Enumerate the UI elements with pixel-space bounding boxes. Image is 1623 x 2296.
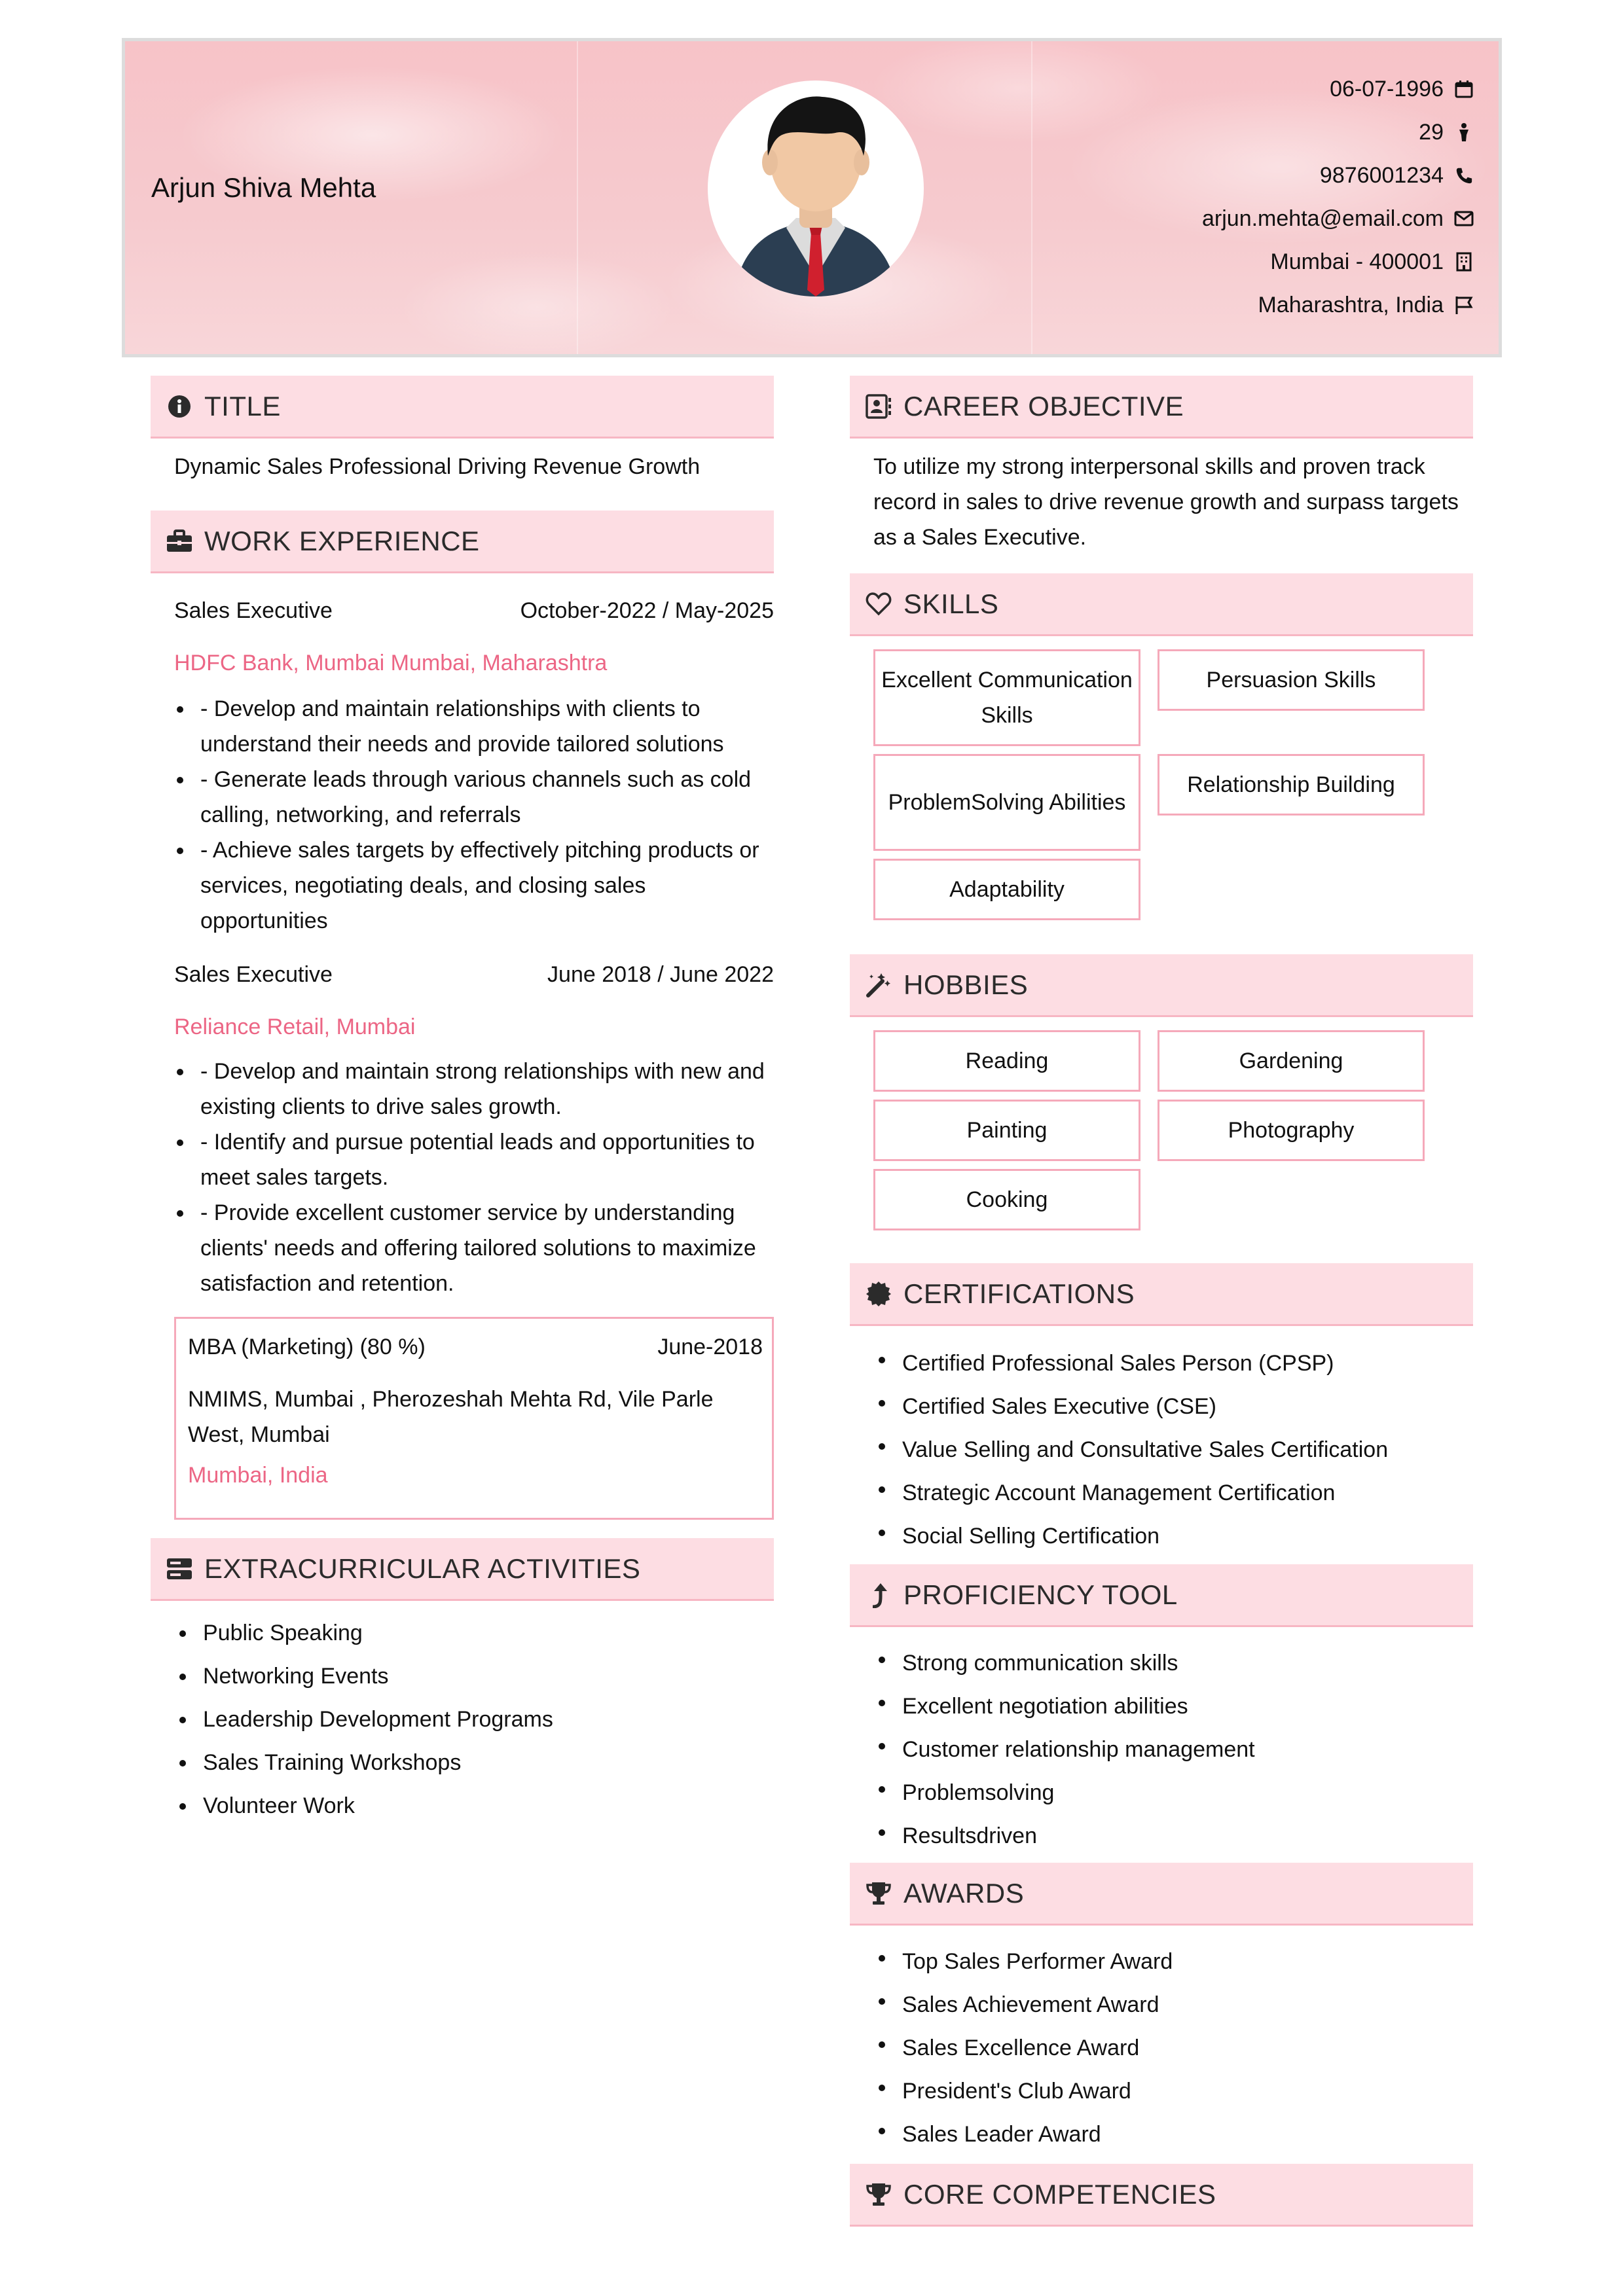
header-divider: [1031, 41, 1032, 354]
list-item: Sales Leader Award: [876, 2113, 1472, 2156]
list-item: Public Speaking: [177, 1615, 766, 1651]
section-title: SKILLS: [903, 588, 999, 619]
hobby-chip: Reading: [873, 1030, 1140, 1092]
list-item: Resultsdriven: [876, 1814, 1472, 1857]
dob-row: [1202, 67, 1475, 111]
list-item: - Identify and pursue potential leads and opportunities to meet sales targets.: [174, 1124, 770, 1195]
phone-row: [1202, 154, 1475, 197]
list-item: Sales Excellence Award: [876, 2026, 1472, 2070]
skill-chip: Relationship Building: [1158, 754, 1425, 816]
proficiency-section-heading: [850, 1564, 1473, 1627]
list-item: Certified Sales Executive (CSE): [876, 1385, 1472, 1428]
section-title: CAREER OBJECTIVE: [903, 390, 1184, 422]
email-row: [1202, 197, 1475, 240]
awards-section-heading: [850, 1863, 1473, 1926]
age-row: [1202, 111, 1475, 154]
phone-value: 9876001234: [1319, 162, 1444, 188]
list-item: Social Selling Certification: [876, 1515, 1472, 1558]
skill-chip: ProblemSolving Abilities: [873, 754, 1140, 851]
extracurricular-list: [177, 1615, 766, 1831]
person-icon: [1453, 121, 1475, 143]
email-value: arjun.mehta@email.com: [1202, 206, 1444, 231]
list-item: Strong communication skills: [876, 1641, 1472, 1685]
skill-chip: Persuasion Skills: [1158, 649, 1425, 711]
resume-header: [122, 38, 1502, 357]
institute: NMIMS, Mumbai , Pherozeshah Mehta Rd, Vile Parle West, Mumbai: [188, 1387, 714, 1447]
state-value: Maharashtra, India: [1258, 292, 1444, 317]
job-company: HDFC Bank, Mumbai Mumbai, Maharashtra: [174, 651, 608, 675]
list-item: President's Club Award: [876, 2070, 1472, 2113]
info-icon: [165, 392, 194, 421]
job-dates: June 2018 / June 2022: [547, 962, 774, 987]
certifications-list: [876, 1342, 1472, 1558]
work-section-heading: [151, 511, 774, 573]
list-item: - Provide excellent customer service by understanding clients' needs and offering tailored solutions to maximize satisfaction and retention.: [174, 1195, 770, 1301]
list-item: Value Selling and Consultative Sales Certification: [876, 1428, 1472, 1471]
hobby-chip: Photography: [1158, 1100, 1425, 1161]
section-title: TITLE: [204, 390, 281, 422]
list-item: Sales Training Workshops: [177, 1745, 766, 1780]
objective-text: To utilize my strong interpersonal skills and proven track record in sales to drive revenue growth and surpass targets as a Sales Executive.: [873, 454, 1459, 550]
section-title: AWARDS: [903, 1877, 1025, 1909]
education-location: Mumbai, India: [188, 1463, 328, 1488]
list-item: Networking Events: [177, 1659, 766, 1694]
envelope-icon: [1453, 207, 1475, 230]
degree: MBA (Marketing) (80 %): [188, 1335, 426, 1359]
arrow-up-icon: [864, 1581, 893, 1609]
list-item: Problemsolving: [876, 1771, 1472, 1814]
skills-section-heading: [850, 573, 1473, 636]
avatar-illustration: [708, 81, 924, 296]
briefcase-icon: [165, 527, 194, 556]
job-role: Sales Executive: [174, 962, 333, 987]
city-row: [1202, 240, 1475, 283]
contact-details: [1202, 67, 1475, 327]
awards-list: [876, 1940, 1472, 2156]
list-item: Customer relationship management: [876, 1728, 1472, 1771]
job-company: Reliance Retail, Mumbai: [174, 1014, 416, 1039]
magic-wand-icon: [864, 971, 893, 999]
heart-icon: [864, 590, 893, 619]
job-role: Sales Executive: [174, 598, 333, 623]
certificate-icon: [864, 1280, 893, 1308]
id-card-icon: [864, 392, 893, 421]
list-item: - Achieve sales targets by effectively pitching products or services, negotiating deals, and closing sales opportunities: [174, 833, 770, 939]
age-value: 29: [1419, 119, 1444, 145]
candidate-name: Arjun Shiva Mehta: [151, 172, 376, 203]
hobby-chip: Cooking: [873, 1169, 1140, 1230]
degree-date: June-2018: [657, 1335, 763, 1359]
phone-icon: [1453, 164, 1475, 187]
section-title: EXTRACURRICULAR ACTIVITIES: [204, 1552, 641, 1584]
objective-section-heading: [850, 376, 1473, 439]
avatar: [708, 81, 924, 296]
calendar-icon: [1453, 78, 1475, 100]
job-responsibilities: [174, 1054, 770, 1301]
trophy-icon: [864, 1879, 893, 1908]
headline-text: Dynamic Sales Professional Driving Revenue Growth: [174, 454, 701, 479]
flag-icon: [1453, 294, 1475, 316]
city-value: Mumbai - 400001: [1270, 249, 1444, 274]
competencies-section-heading: [850, 2164, 1473, 2227]
title-section-heading: [151, 376, 774, 439]
dob-value: 06-07-1996: [1330, 76, 1444, 101]
extracurricular-section-heading: [151, 1538, 774, 1601]
list-item: Leadership Development Programs: [177, 1702, 766, 1737]
list-item: - Develop and maintain relationships with clients to understand their needs and provide tailored solutions: [174, 691, 770, 762]
state-row: [1202, 283, 1475, 327]
list-item: Certified Professional Sales Person (CPSP): [876, 1342, 1472, 1385]
list-item: Sales Achievement Award: [876, 1983, 1472, 2026]
header-divider: [577, 41, 578, 354]
section-title: WORK EXPERIENCE: [204, 525, 480, 556]
section-title: CORE COMPETENCIES: [903, 2178, 1216, 2210]
hobby-chip: Gardening: [1158, 1030, 1425, 1092]
list-item: Top Sales Performer Award: [876, 1940, 1472, 1983]
building-icon: [1453, 251, 1475, 273]
proficiency-list: [876, 1641, 1472, 1857]
section-title: PROFICIENCY TOOL: [903, 1579, 1178, 1610]
education-card: [174, 1317, 774, 1520]
hobbies-section-heading: [850, 954, 1473, 1017]
list-item: - Generate leads through various channels such as cold calling, networking, and referrals: [174, 762, 770, 833]
server-icon: [165, 1554, 194, 1583]
job-dates: October-2022 / May-2025: [520, 598, 774, 623]
skill-chip: Excellent Communication Skills: [873, 649, 1140, 746]
trophy-icon: [864, 2180, 893, 2209]
skill-chip: Adaptability: [873, 859, 1140, 920]
section-title: HOBBIES: [903, 969, 1029, 1000]
job-responsibilities: [174, 691, 770, 939]
hobby-chip: Painting: [873, 1100, 1140, 1161]
list-item: - Develop and maintain strong relationships with new and existing clients to drive sales growth.: [174, 1054, 770, 1124]
certifications-section-heading: [850, 1263, 1473, 1326]
list-item: Excellent negotiation abilities: [876, 1685, 1472, 1728]
section-title: CERTIFICATIONS: [903, 1278, 1135, 1309]
list-item: Volunteer Work: [177, 1788, 766, 1823]
list-item: Strategic Account Management Certification: [876, 1471, 1472, 1515]
